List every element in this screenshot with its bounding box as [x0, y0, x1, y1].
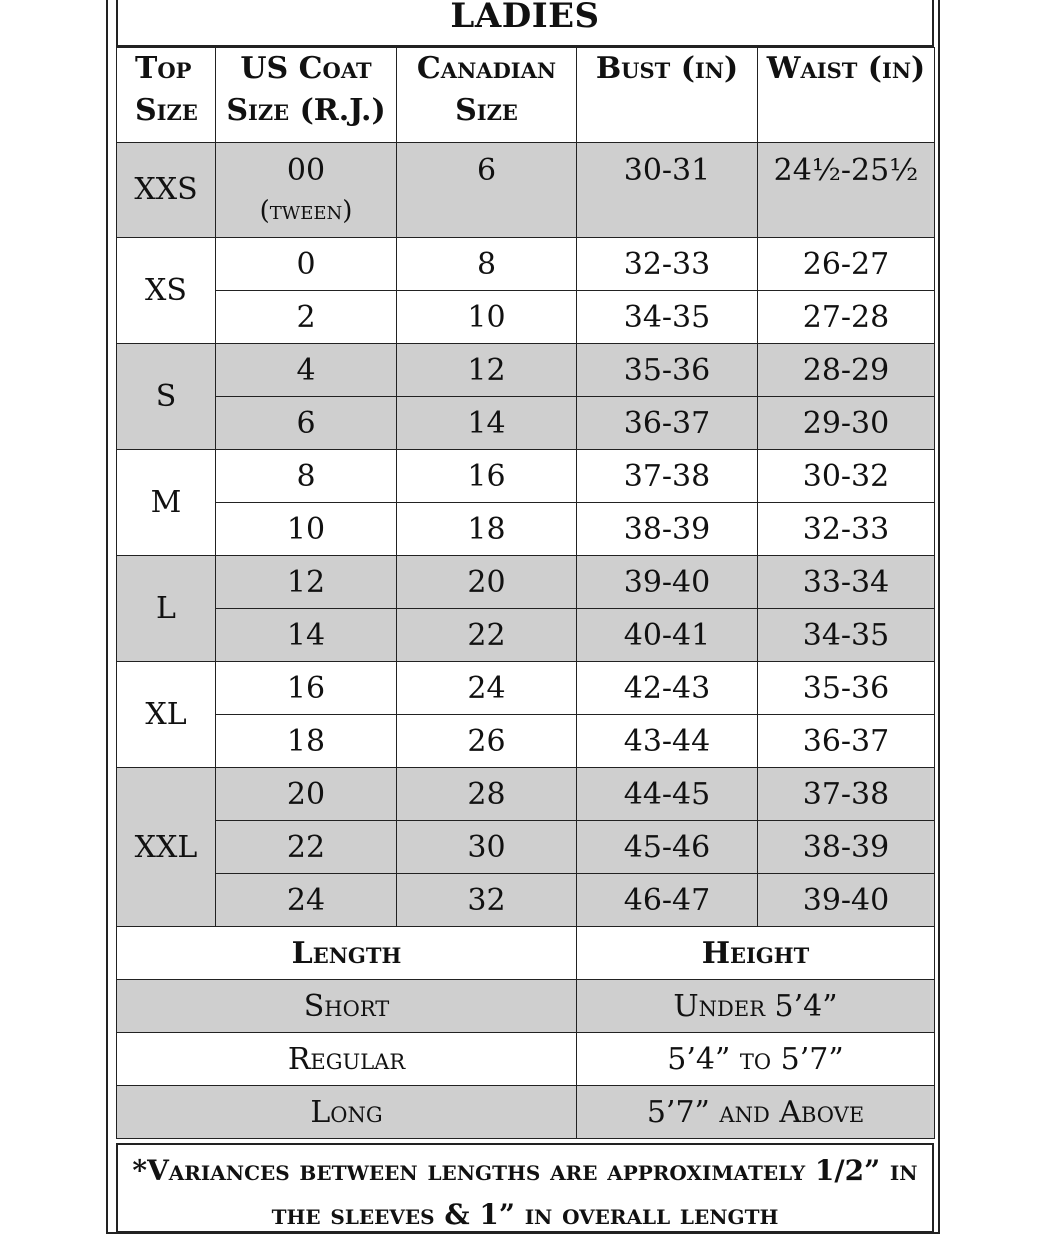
us-coat-cell [216, 291, 397, 344]
us-coat-cell [216, 609, 397, 662]
length-row [117, 1033, 935, 1086]
top-size-cell: S [117, 344, 216, 450]
top-size-cell: XXS [117, 143, 216, 238]
waist-cell: 27-28 [758, 291, 935, 344]
canadian-size-cell: 30 [397, 821, 577, 874]
canadian-size-cell: 8 [397, 238, 577, 291]
us-coat-cell [216, 238, 397, 291]
size-row [117, 768, 935, 821]
bust-cell: 38-39 [577, 503, 758, 556]
waist-cell: 38-39 [758, 821, 935, 874]
waist-cell: 34-35 [758, 609, 935, 662]
waist-cell: 28-29 [758, 344, 935, 397]
bust-cell: 42-43 [577, 662, 758, 715]
waist-cell: 33-34 [758, 556, 935, 609]
waist-cell: 37-38 [758, 768, 935, 821]
header-canadian-line1: Canadian [416, 51, 557, 86]
page-title: LADIES [116, 0, 934, 47]
bust-cell: 32-33 [577, 238, 758, 291]
size-row [117, 503, 935, 556]
waist-cell: 35-36 [758, 662, 935, 715]
us-coat-cell [216, 397, 397, 450]
bust-cell: 37-38 [577, 450, 758, 503]
height-cell: Under 5’4” [577, 980, 935, 1033]
waist-cell: 26-27 [758, 238, 935, 291]
canadian-size-cell: 26 [397, 715, 577, 768]
canadian-size-cell: 18 [397, 503, 577, 556]
size-row [117, 715, 935, 768]
height-cell: 5’7” and Above [577, 1086, 935, 1139]
us-coat-value: 12 [286, 564, 326, 600]
length-header-row [117, 927, 935, 980]
size-row [117, 556, 935, 609]
size-row [117, 397, 935, 450]
us-coat-cell [216, 556, 397, 609]
size-chart-table [116, 47, 935, 1139]
waist-cell: 24½-25½ [758, 143, 935, 238]
height-cell: 5’4” to 5’7” [577, 1033, 935, 1086]
us-coat-cell [216, 715, 397, 768]
size-row [117, 821, 935, 874]
us-coat-cell [216, 450, 397, 503]
bust-cell: 35-36 [577, 344, 758, 397]
bust-cell: 43-44 [577, 715, 758, 768]
us-coat-value: 0 [296, 246, 316, 282]
bust-cell: 46-47 [577, 874, 758, 927]
bust-cell: 30-31 [577, 143, 758, 238]
us-coat-value: 4 [296, 352, 316, 388]
variance-note [116, 1143, 934, 1233]
canadian-size-cell: 24 [397, 662, 577, 715]
top-size-cell: L [117, 556, 216, 662]
canadian-size-cell: 16 [397, 450, 577, 503]
us-coat-cell [216, 143, 397, 238]
us-coat-cell [216, 662, 397, 715]
canadian-size-cell: 28 [397, 768, 577, 821]
size-row [117, 143, 935, 238]
us-coat-value: 2 [296, 299, 316, 335]
header-top-size-line1: Top [135, 51, 192, 86]
waist-cell: 39-40 [758, 874, 935, 927]
size-row [117, 238, 935, 291]
header-top-size-line2: Size [135, 93, 198, 128]
size-row [117, 291, 935, 344]
top-size-cell: XL [117, 662, 216, 768]
us-coat-cell [216, 768, 397, 821]
header-canadian [397, 48, 577, 143]
top-size-cell: XS [117, 238, 216, 344]
us-coat-value: 14 [286, 617, 326, 653]
length-cell: Short [117, 980, 577, 1033]
us-coat-value: 00 [286, 153, 326, 188]
header-top-size [117, 48, 216, 143]
bust-cell: 39-40 [577, 556, 758, 609]
size-row [117, 609, 935, 662]
waist-cell: 36-37 [758, 715, 935, 768]
us-coat-cell [216, 344, 397, 397]
header-row [117, 48, 935, 143]
us-coat-cell [216, 503, 397, 556]
waist-cell: 30-32 [758, 450, 935, 503]
us-coat-value: 18 [286, 723, 326, 759]
top-size-cell: XXL [117, 768, 216, 927]
variance-note-line1: *Variances between lengths are approximately 1/2” in [132, 1154, 918, 1187]
top-size-cell: M [117, 450, 216, 556]
header-bust: Bust (in) [577, 48, 758, 143]
us-coat-note: (tween) [259, 196, 353, 226]
canadian-size-cell: 6 [397, 143, 577, 238]
canadian-size-cell: 32 [397, 874, 577, 927]
length-header: Length [117, 927, 577, 980]
canadian-size-cell: 10 [397, 291, 577, 344]
canadian-size-cell: 22 [397, 609, 577, 662]
size-row [117, 662, 935, 715]
length-row [117, 980, 935, 1033]
us-coat-cell [216, 821, 397, 874]
us-coat-value: 16 [286, 670, 326, 706]
us-coat-value: 6 [296, 405, 316, 441]
bust-cell: 45-46 [577, 821, 758, 874]
length-row [117, 1086, 935, 1139]
us-coat-value: 24 [286, 882, 326, 918]
us-coat-value: 8 [296, 458, 316, 494]
us-coat-value: 22 [286, 829, 326, 865]
size-row [117, 450, 935, 503]
bust-cell: 34-35 [577, 291, 758, 344]
bust-cell: 44-45 [577, 768, 758, 821]
header-us-coat-line1: US Coat [240, 51, 372, 86]
canadian-size-cell: 14 [397, 397, 577, 450]
waist-cell: 29-30 [758, 397, 935, 450]
canadian-size-cell: 20 [397, 556, 577, 609]
header-us-coat [216, 48, 397, 143]
us-coat-value: 20 [286, 776, 326, 812]
canadian-size-cell: 12 [397, 344, 577, 397]
us-coat-cell [216, 874, 397, 927]
length-cell: Regular [117, 1033, 577, 1086]
height-header: Height [577, 927, 935, 980]
us-coat-value: 10 [286, 511, 326, 547]
header-us-coat-line2: Size (R.J.) [226, 93, 386, 128]
waist-cell: 32-33 [758, 503, 935, 556]
size-row [117, 874, 935, 927]
variance-note-line2: the sleeves & 1” in overall length [271, 1198, 779, 1231]
header-waist: Waist (in) [758, 48, 935, 143]
length-cell: Long [117, 1086, 577, 1139]
size-row [117, 344, 935, 397]
bust-cell: 36-37 [577, 397, 758, 450]
header-canadian-line2: Size [455, 93, 518, 128]
bust-cell: 40-41 [577, 609, 758, 662]
